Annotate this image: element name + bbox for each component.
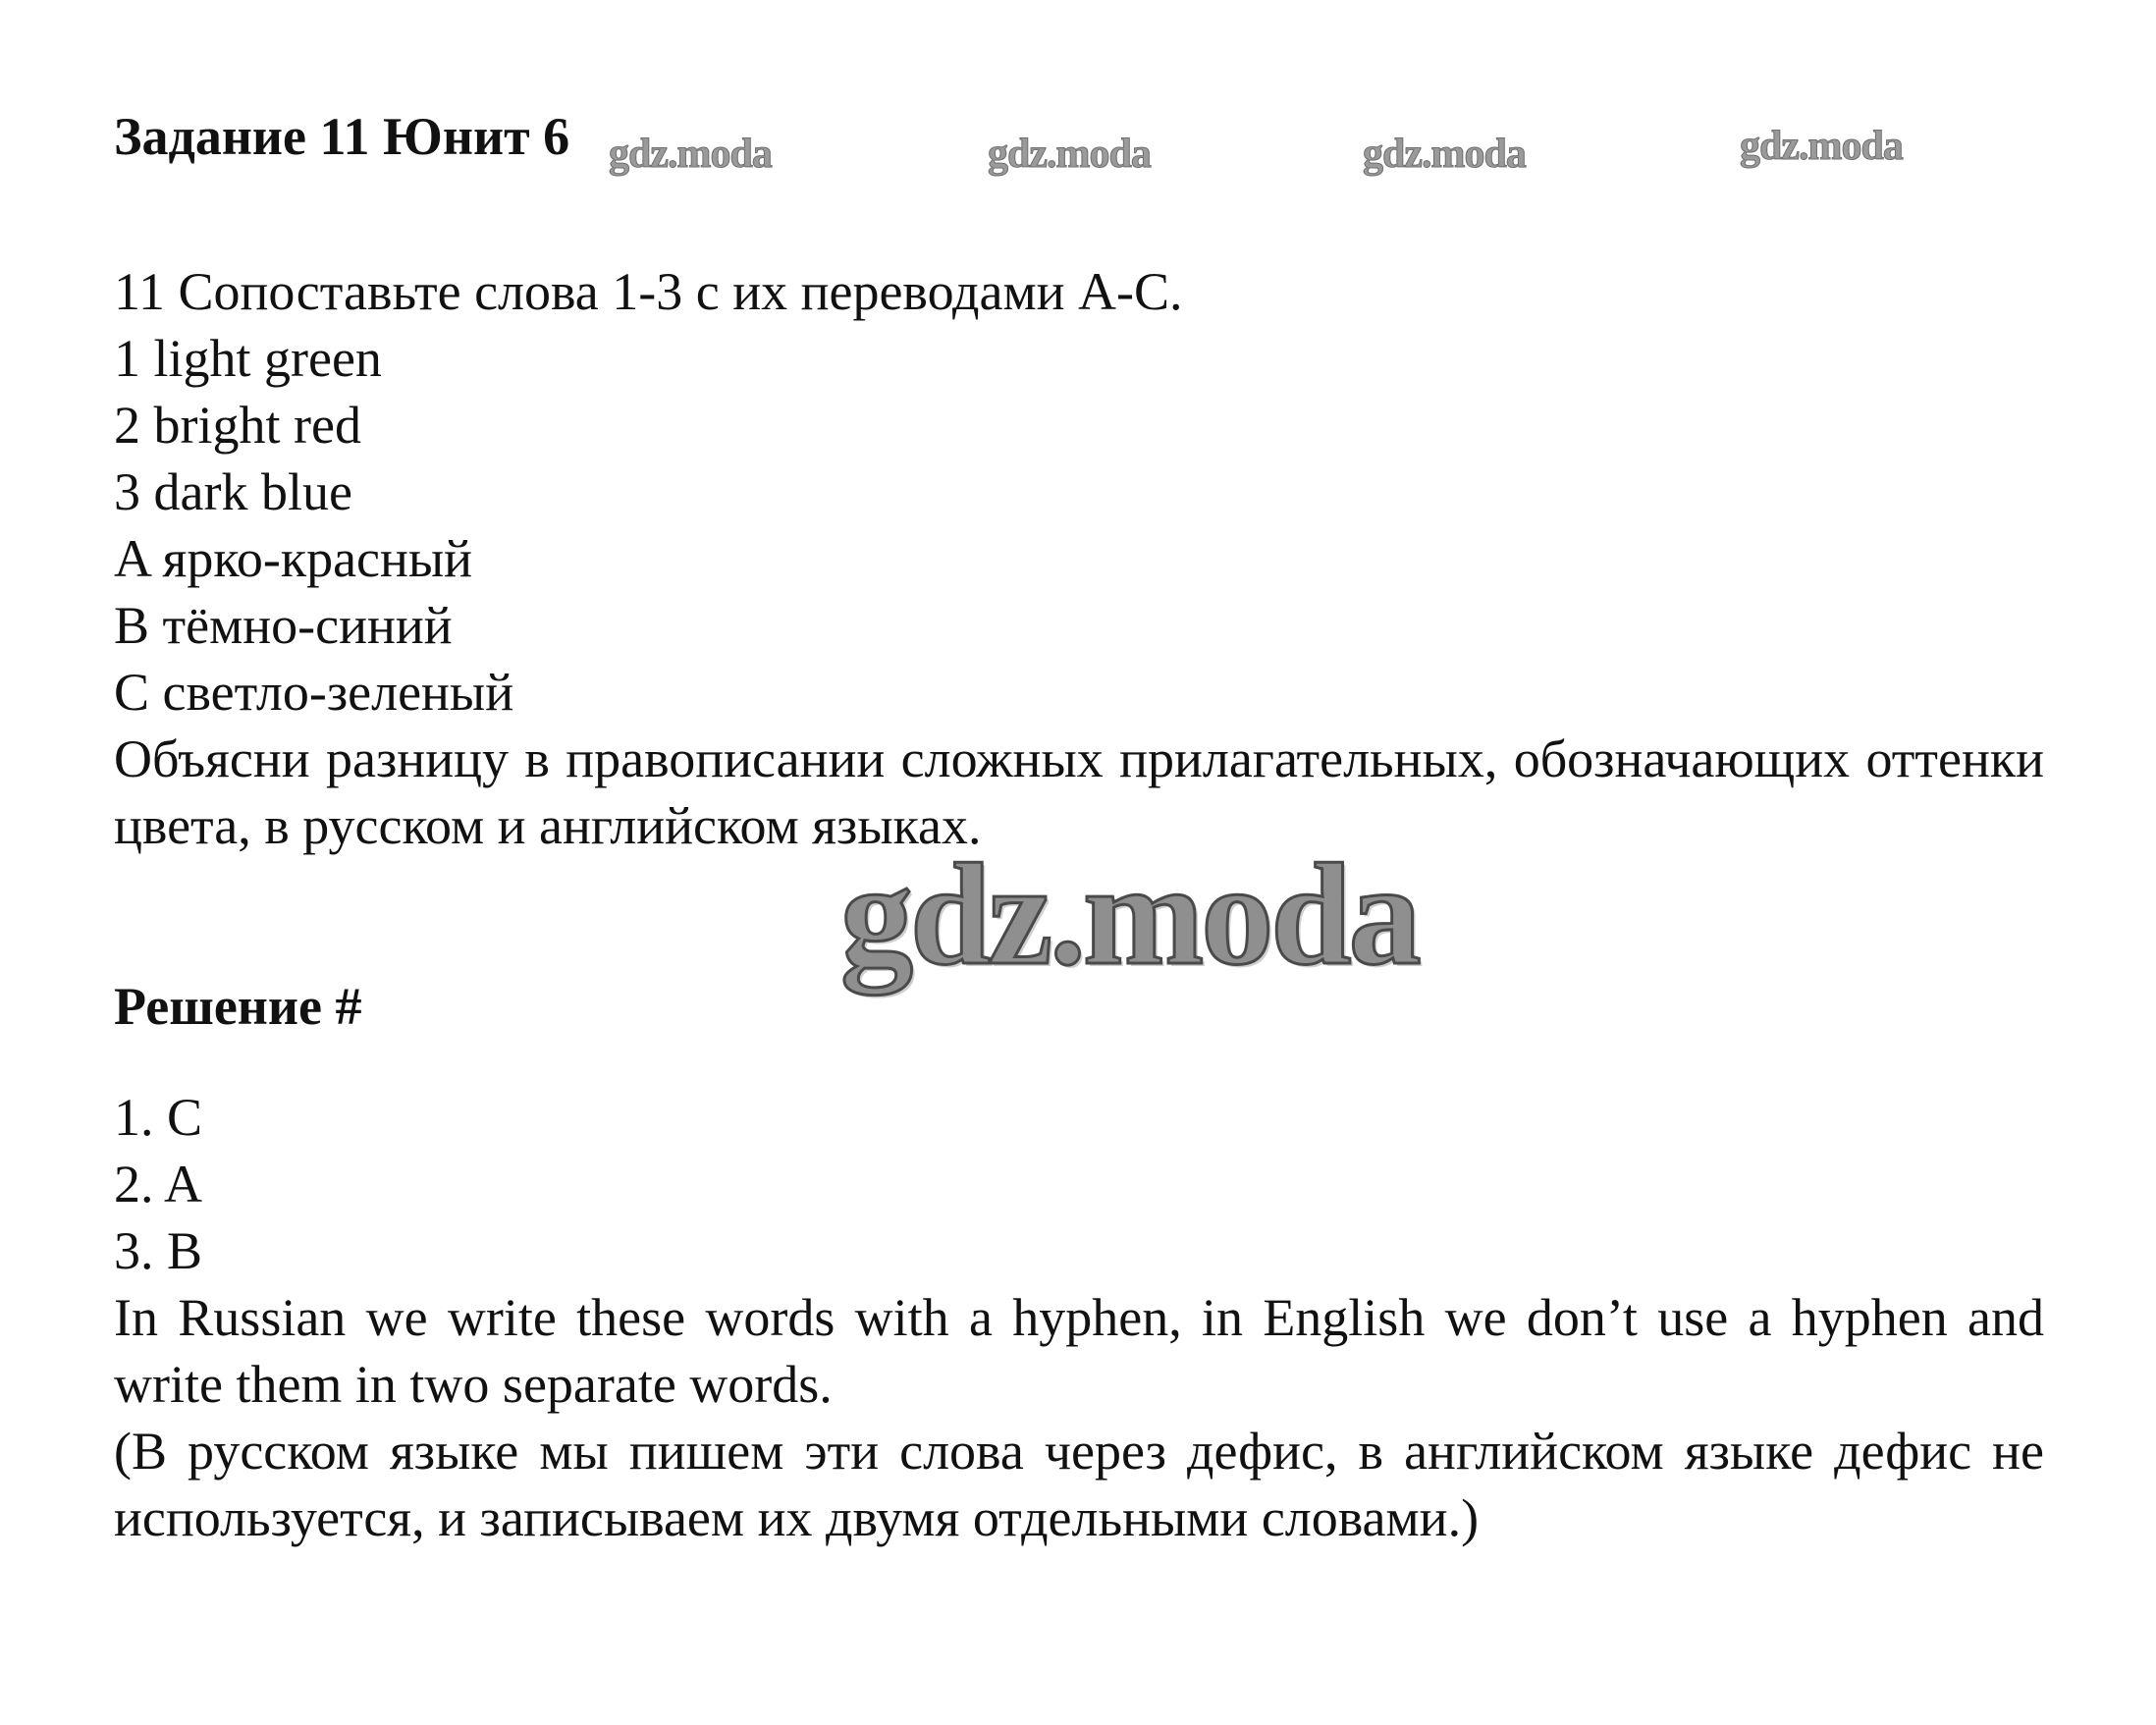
- translation-a: A ярко-красный: [114, 529, 473, 588]
- task-block: [114, 258, 2044, 859]
- solution-title: Решение #: [114, 977, 362, 1036]
- task-item-1: 1 light green: [114, 329, 382, 388]
- task-question: Объясни разницу в правописании сложных прилагательных, обозначающих оттенки цвета, в русском и английском языках.: [114, 729, 2044, 855]
- watermark-3: gdz.moda: [1363, 132, 1526, 177]
- task-instruction: 11 Сопоставьте слова 1-3 с их переводами A-C.: [114, 262, 1183, 321]
- watermark-2: gdz.moda: [988, 132, 1151, 177]
- answer-1: 1. C: [114, 1088, 203, 1147]
- page-title: Задание 11 Юнит 6: [114, 107, 570, 166]
- explanation-russian: (В русском языке мы пишем эти слова через дефис, в английском языке дефис не используется, и записываем их двумя отдельными словами.): [114, 1422, 2044, 1547]
- solution-block: [114, 1084, 2044, 1551]
- answer-2: 2. A: [114, 1155, 203, 1213]
- watermark-1: gdz.moda: [609, 132, 772, 177]
- watermark-4: gdz.moda: [1740, 124, 1903, 169]
- answer-3: 3. B: [114, 1221, 203, 1280]
- main-watermark: gdz.moda: [840, 835, 1419, 996]
- translation-b: B тёмно-синий: [114, 596, 453, 655]
- task-item-3: 3 dark blue: [114, 462, 352, 521]
- explanation-english: In Russian we write these words with a hyphen, in English we don’t use a hyphen and write them in two separate words.: [114, 1288, 2044, 1414]
- translation-c: C светло-зеленый: [114, 663, 514, 722]
- task-item-2: 2 bright red: [114, 396, 361, 455]
